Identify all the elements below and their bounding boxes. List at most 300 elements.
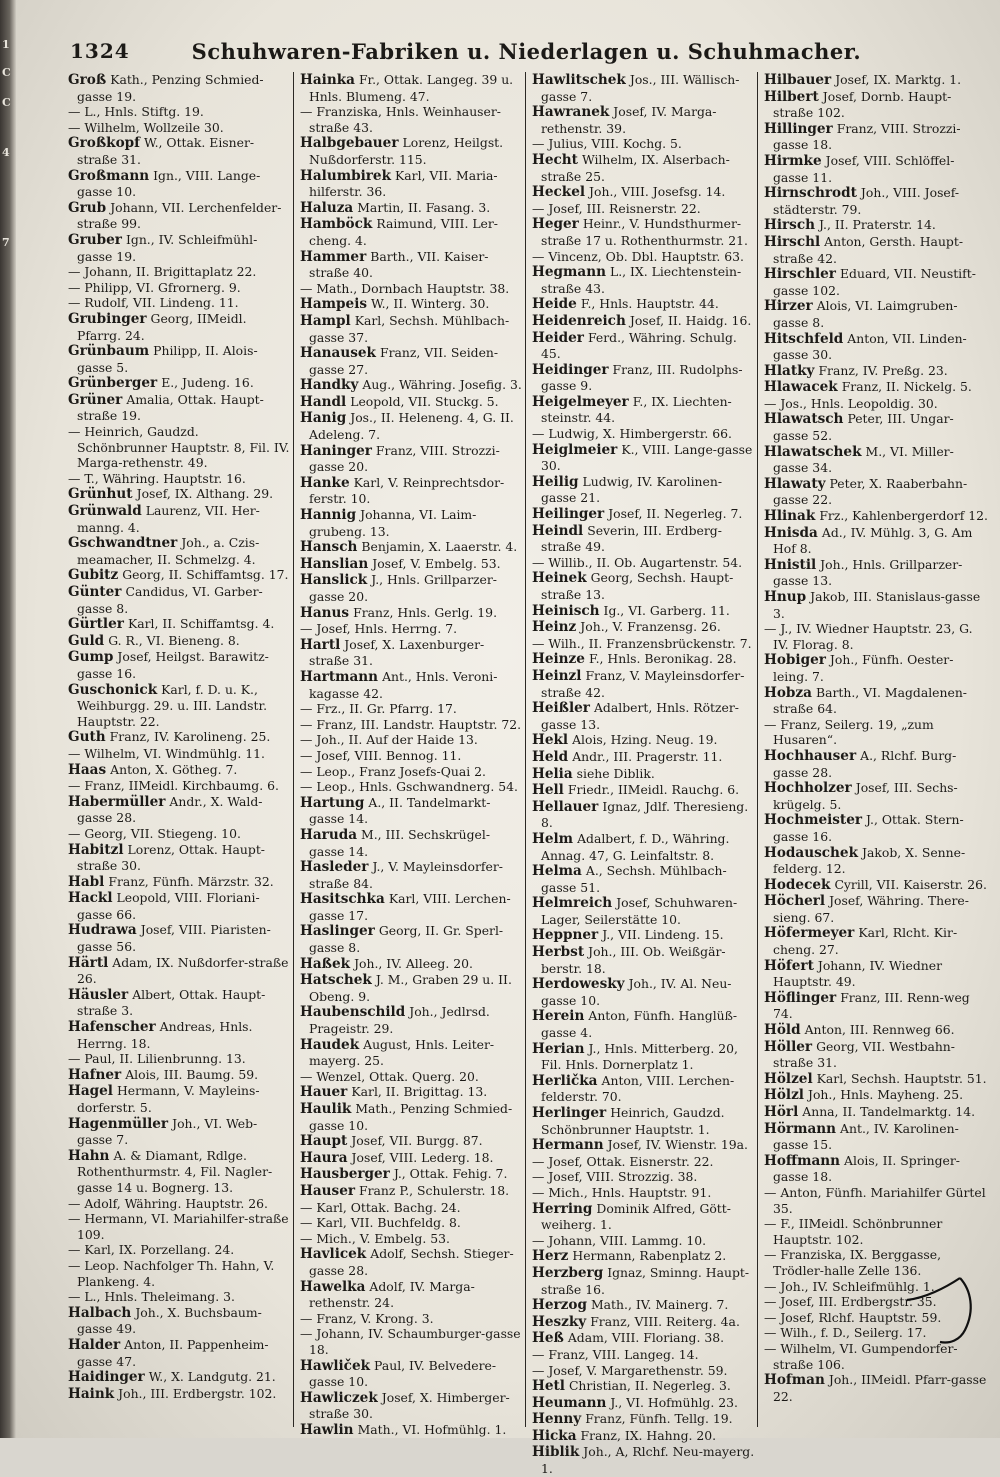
directory-entry: [68, 584, 291, 616]
directory-entry: [68, 200, 291, 232]
entry-name: Hetl: [532, 1378, 565, 1395]
directory-columns: [62, 72, 990, 1477]
entry-detail: Lorenz, Heilgst. Nußdorferstr. 115.: [309, 135, 504, 167]
entry-detail: Franz, II. Nickelg. 5.: [841, 379, 972, 395]
directory-entry: [532, 700, 755, 732]
entry-detail: Jakob, III. Stanislaus-gasse 3.: [773, 589, 981, 621]
entry-detail: Alois, Hzing. Neug. 19.: [572, 732, 718, 748]
directory-entry: [532, 1378, 755, 1395]
directory-entry: [68, 616, 291, 633]
directory-entry: [68, 746, 291, 762]
directory-entry: [532, 1265, 755, 1297]
entry-name: Hartung: [300, 794, 365, 811]
directory-entry: [68, 842, 291, 874]
directory-entry: [300, 748, 523, 764]
entry-name: Höld: [764, 1022, 801, 1039]
directory-entry: [300, 795, 523, 827]
directory-entry: [532, 104, 755, 136]
entry-name: Herein: [532, 1008, 585, 1025]
directory-entry: [68, 649, 291, 681]
entry-name: Härtl: [68, 954, 109, 971]
entry-name: Hawlin: [300, 1421, 354, 1438]
entry-name: Hell: [532, 782, 564, 799]
entry-detail: E., Judeng. 16.: [161, 375, 254, 391]
entry-name: Hlawacek: [764, 379, 838, 396]
entry-name: Haulik: [300, 1101, 352, 1117]
directory-entry: [532, 1297, 755, 1314]
entry-detail: Andr., X. Wald-gasse 28.: [77, 793, 263, 826]
entry-name: Hirsch: [764, 217, 815, 234]
entry-name: Hörl: [764, 1104, 799, 1120]
entry-name: Heß: [532, 1330, 564, 1347]
directory-entry: [300, 1279, 523, 1311]
directory-entry: [300, 394, 523, 411]
entry-name: Hansch: [300, 539, 358, 556]
directory-entry: [764, 877, 988, 894]
entry-name: Halder: [68, 1336, 121, 1353]
directory-entry: [532, 799, 755, 831]
entry-name: Hermann: [532, 1137, 604, 1154]
page-number: 1324: [70, 39, 130, 63]
entry-detail: — Franz, Seilerg. 19, „zum Husaren“.: [764, 716, 934, 748]
directory-entry: [532, 782, 755, 799]
entry-detail: Adam, IX. Nußdorfer-straße 26.: [77, 954, 289, 987]
directory-entry: [764, 1216, 988, 1247]
entry-detail: Lorenz, Ottak. Haupt-straße 30.: [77, 841, 265, 874]
entry-name: Habermüller: [68, 793, 166, 810]
entry-name: Hoffmann: [764, 1152, 841, 1169]
entry-name: Hawliczek: [300, 1389, 378, 1406]
entry-detail: — Leop., Hnls. Gschwandnerg. 54.: [300, 779, 518, 795]
directory-entry: [532, 1041, 755, 1073]
entry-name: Herdowesky: [532, 976, 625, 993]
entry-detail: Joh., IIMeidl. Pfarr-gasse 22.: [773, 1372, 987, 1404]
directory-entry: [532, 264, 755, 296]
entry-detail: Jos., III. Wällisch-gasse 7.: [541, 72, 740, 104]
directory-entry: [68, 729, 291, 746]
entry-name: Heiglmeier: [532, 441, 618, 458]
entry-name: Heger: [532, 216, 579, 233]
entry-detail: Amalia, Ottak. Haupt-straße 19.: [77, 391, 264, 424]
margin-mark: C: [2, 66, 11, 79]
entry-detail: — Franz, VIII. Langeg. 14.: [532, 1346, 699, 1362]
entry-detail: Josef, VIII. Lederg. 18.: [351, 1149, 494, 1165]
entry-detail: — Wilh., II. Franzensbrückenstr. 7.: [532, 635, 752, 651]
directory-entry: [68, 1116, 291, 1148]
entry-detail: Anton, Gersth. Haupt-straße 42.: [773, 233, 964, 266]
entry-name: Hawliček: [300, 1357, 371, 1374]
entry-detail: Eduard, VII. Neustift-gasse 102.: [773, 266, 976, 298]
entry-name: Heumann: [532, 1394, 607, 1411]
directory-entry: [68, 1083, 291, 1115]
entry-detail: Severin, III. Erdberg-straße 49.: [541, 522, 722, 555]
entry-name: Hofman: [764, 1372, 825, 1389]
entry-name: Gubitz: [68, 567, 119, 584]
directory-entry: [300, 539, 523, 556]
directory-entry: [764, 444, 988, 476]
directory-entry: [764, 1104, 988, 1121]
entry-detail: Barth., VII. Kaiser-straße 40.: [309, 248, 489, 281]
directory-entry: [532, 362, 755, 394]
entry-name: Hlawatschek: [764, 443, 862, 460]
directory-entry: [68, 343, 291, 375]
entry-detail: August, Hnls. Leiter-mayerg. 25.: [309, 1036, 495, 1069]
directory-entry: [532, 1428, 755, 1445]
entry-name: Havlicek: [300, 1246, 367, 1263]
directory-entry: [300, 135, 523, 167]
entry-name: Hirschl: [764, 233, 821, 250]
entry-detail: Anton, VII. Linden-gasse 30.: [773, 330, 967, 363]
entry-detail: Josef, Währing. There-sieng. 67.: [773, 893, 969, 925]
entry-name: Held: [532, 748, 569, 765]
entry-name: Herzberg: [532, 1264, 604, 1281]
directory-entry: [300, 168, 523, 200]
directory-entry: [764, 1185, 988, 1216]
directory-entry: [764, 893, 988, 925]
entry-name: Helia: [532, 765, 573, 782]
entry-name: Helma: [532, 863, 582, 880]
entry-name: Hochmeister: [764, 812, 863, 829]
entry-name: Hirnschrodt: [764, 185, 857, 202]
entry-name: Grünwald: [68, 503, 142, 520]
entry-detail: Adalbert, Hnls. Rötzer-gasse 13.: [541, 700, 739, 732]
entry-detail: Johann, IV. Wiedner Hauptstr. 49.: [773, 957, 943, 990]
directory-entry: [532, 330, 755, 362]
directory-entry: [532, 976, 755, 1008]
entry-detail: — Leop. Nachfolger Th. Hahn, V. Plankeng. 4.: [68, 1257, 275, 1289]
entry-detail: Josef, Schuhwaren-Lager, Seilerstätte 10.: [541, 895, 738, 927]
entry-detail: Georg, Sechsh. Haupt-straße 13.: [541, 570, 734, 602]
entry-detail: Josef, X. Laxenburger-straße 31.: [309, 636, 485, 669]
entry-detail: Franz, Fünfh. Märzstr. 32.: [108, 873, 274, 889]
entry-detail: Joh., V. Franzensg. 26.: [580, 619, 721, 635]
entry-detail: Friedr., IIMeidl. Rauchg. 6.: [567, 782, 740, 798]
entry-detail: Georg, VII. Westbahn-straße 31.: [773, 1038, 955, 1071]
entry-detail: Joh., X. Buchsbaum-gasse 49.: [77, 1304, 262, 1337]
directory-entry: [532, 1073, 755, 1105]
handwritten-pen-mark: [905, 1270, 985, 1350]
entry-name: Großkopf: [68, 135, 141, 152]
entry-name: Hafenscher: [68, 1019, 156, 1036]
directory-entry: [68, 794, 291, 826]
directory-entry: [764, 121, 988, 153]
entry-detail: — Franziska, Hnls. Weinhauser-straße 43.: [300, 104, 501, 135]
directory-entry: [300, 637, 523, 669]
entry-name: Heinisch: [532, 602, 600, 619]
entry-name: Hanke: [300, 474, 350, 491]
entry-detail: Joh., III. Erdbergstr. 102.: [118, 1385, 277, 1401]
entry-detail: — Josef, III. Erdbergstr. 35.: [764, 1294, 937, 1310]
entry-detail: J., V. Mayleinsdorfer-straße 84.: [309, 859, 503, 891]
directory-entry: [68, 424, 291, 471]
entry-detail: K., VIII. Lange-gasse 30.: [541, 441, 753, 474]
entry-detail: — Josef, Hnls. Herrng. 7.: [300, 621, 458, 637]
directory-entry: [68, 535, 291, 567]
entry-detail: — Vincenz, Ob. Dbl. Hauptstr. 63.: [532, 248, 744, 264]
directory-entry: [764, 1372, 988, 1404]
directory-entry: [300, 313, 523, 345]
entry-name: Herbst: [532, 944, 585, 961]
entry-detail: — Wilhelm, VI. Windmühlg. 11.: [68, 745, 265, 761]
directory-entry: [532, 249, 755, 265]
directory-entry: [68, 633, 291, 650]
directory-entry: [764, 780, 988, 812]
entry-detail: Ferd., Währing. Schulg. 45.: [541, 329, 737, 362]
entry-detail: — Mich., V. Embelg. 53.: [300, 1230, 450, 1246]
entry-name: Heszky: [532, 1313, 587, 1330]
entry-name: Hagel: [68, 1083, 113, 1100]
entry-detail: Wilhelm, IX. Alserbach-straße 25.: [541, 151, 730, 184]
entry-detail: Josef, Heilgst. Barawitz-gasse 16.: [77, 649, 269, 681]
directory-entry: [532, 831, 755, 863]
entry-detail: F., Hnls. Hauptstr. 44.: [580, 296, 719, 312]
entry-detail: Joh., a. Czis-meamacher, II. Schmelzg. 4.: [77, 535, 260, 567]
entry-detail: Adolf, IV. Marga-rethenstr. 24.: [309, 1278, 475, 1311]
directory-entry: [532, 1363, 755, 1379]
entry-detail: Franz, VIII. Reiterg. 4a.: [590, 1313, 740, 1329]
entry-detail: Ignaz, Jdlf. Theresieng. 8.: [541, 798, 749, 831]
entry-name: Gruber: [68, 231, 122, 248]
entry-detail: Joh., Hnls. Grillparzer-gasse 13.: [773, 556, 963, 589]
entry-detail: — Wilh., f. D., Seilerg. 17.: [764, 1325, 927, 1341]
entry-detail: Martin, II. Fasang. 3.: [357, 199, 491, 215]
entry-name: Herian: [532, 1040, 585, 1057]
entry-detail: Karl, Rlcht. Kir-cheng. 27.: [773, 925, 958, 958]
entry-detail: Karl, II. Brigittag. 13.: [351, 1084, 488, 1100]
entry-name: Heilig: [532, 473, 579, 490]
entry-detail: Adam, VIII. Floriang. 38.: [567, 1330, 725, 1346]
entry-detail: Franz, III. Renn-weg 74.: [773, 989, 970, 1022]
entry-name: Heider: [532, 329, 584, 346]
entry-detail: — Josef, Rlchf. Hauptstr. 59.: [764, 1309, 942, 1325]
entry-detail: Franz, IV. Karolineng. 25.: [109, 729, 271, 745]
entry-detail: Joh., VIII. Josef-städterstr. 79.: [773, 185, 960, 217]
directory-entry: [300, 200, 523, 217]
entry-name: Hanslian: [300, 555, 369, 572]
entry-name: Hilbert: [764, 88, 819, 105]
entry-detail: M., III. Sechskrügel-gasse 14.: [309, 826, 491, 859]
directory-entry: [764, 411, 988, 443]
directory-entry: [532, 1233, 755, 1249]
entry-detail: Hermann, V. Mayleins-dorferstr. 5.: [77, 1083, 260, 1115]
directory-entry: [764, 845, 988, 877]
entry-name: Heinze: [532, 651, 585, 668]
entry-name: Hirschler: [764, 266, 836, 283]
entry-name: Hanslick: [300, 572, 368, 589]
entry-name: Hawelka: [300, 1278, 366, 1295]
entry-detail: Ant., IV. Karolinen-gasse 15.: [773, 1120, 959, 1153]
directory-entry: [532, 1248, 755, 1265]
entry-detail: — T., Währing. Hauptstr. 16.: [68, 470, 246, 486]
entry-detail: Paul, IV. Belvedere-gasse 10.: [309, 1357, 497, 1390]
entry-detail: Benjamin, X. Laaerstr. 4.: [361, 539, 518, 555]
entry-detail: Joh., Jedlrsd. Prageistr. 29.: [309, 1004, 490, 1037]
entry-detail: F., Hnls. Beronikag. 28.: [588, 651, 737, 667]
entry-name: Gump: [68, 649, 114, 666]
entry-detail: Ad., IV. Mühlg. 3, G. Am Hof 8.: [773, 524, 973, 557]
directory-entry: [300, 605, 523, 622]
directory-entry: [68, 168, 291, 200]
directory-entry: [300, 956, 523, 973]
entry-detail: Andr., III. Pragerstr. 11.: [572, 748, 723, 764]
entry-name: Halbach: [68, 1304, 132, 1321]
entry-detail: Ign., VIII. Lange-gasse 10.: [77, 167, 261, 200]
entry-detail: — Wilhelm, VI. Gumpendorfer-straße 106.: [764, 1340, 958, 1372]
directory-entry: [68, 1289, 291, 1305]
entry-detail: Franz, III. Rudolphs-gasse 9.: [541, 361, 743, 394]
entry-detail: Joh., III. Ob. Weißgär-berstr. 18.: [541, 944, 726, 976]
directory-entry: [68, 762, 291, 779]
entry-detail: Math., VI. Hofmühlg. 1.: [357, 1421, 507, 1437]
directory-entry: [532, 603, 755, 620]
directory-entry: [68, 392, 291, 424]
directory-entry: [532, 1154, 755, 1170]
directory-entry: [68, 1258, 291, 1289]
entry-detail: Ign., IV. Schleifmühl-gasse 19.: [77, 231, 258, 264]
entry-detail: Josef, VIII. Piaristen-gasse 56.: [77, 922, 271, 955]
entry-detail: Josef, IX. Marktg. 1.: [835, 72, 962, 87]
entry-detail: Math., Penzing Schmied-gasse 10.: [309, 1101, 513, 1133]
entry-detail: J., VII. Lindeng. 15.: [602, 927, 724, 943]
margin-mark: 1: [2, 38, 10, 51]
directory-entry: [532, 184, 755, 201]
entry-detail: — Heinrich, Gaudzd. Schönbrunner Hauptstr. 8, Fil. IV. Marga-rethenstr. 49.: [68, 424, 290, 471]
directory-entry: [532, 651, 755, 668]
entry-detail: J., Hnls. Grillparzer-gasse 20.: [309, 572, 497, 604]
entry-name: Hlawatsch: [764, 411, 844, 428]
entry-detail: — Leop., Franz Josefs-Quai 2.: [300, 763, 486, 779]
entry-detail: Kath., Penzing Schmied-gasse 19.: [77, 72, 264, 104]
entry-detail: Anna, II. Tandelmarktg. 14.: [802, 1104, 976, 1119]
directory-entry: [532, 201, 755, 217]
directory-entry: [532, 927, 755, 944]
entry-name: Hnisda: [764, 524, 818, 541]
entry-detail: J., Ottak. Stern-gasse 16.: [773, 812, 964, 844]
entry-name: Hillinger: [764, 120, 833, 137]
directory-entry: [300, 1037, 523, 1069]
directory-entry: [532, 1169, 755, 1185]
entry-detail: Heinrich, Gaudzd. Schönbrunner Hauptstr. 1.: [541, 1105, 725, 1137]
directory-entry: [68, 120, 291, 136]
directory-entry: [68, 264, 291, 280]
directory-entry: [532, 668, 755, 700]
directory-entry: [68, 280, 291, 296]
entry-detail: Karl, Sechsh. Mühlbach-gasse 37.: [309, 312, 510, 345]
directory-entry: [68, 1337, 291, 1369]
entry-detail: Adolf, Sechsh. Stieger-gasse 28.: [309, 1246, 514, 1278]
directory-entry: [68, 471, 291, 487]
directory-entry: [300, 443, 523, 475]
entry-detail: — Paul, II. Lilienbrunng. 13.: [68, 1051, 246, 1067]
entry-detail: — Karl, VII. Buchfeldg. 8.: [300, 1215, 461, 1231]
entry-detail: Franz, Fünfh. Tellg. 19.: [585, 1411, 733, 1427]
entry-detail: Karl, Sechsh. Hauptstr. 51.: [816, 1070, 987, 1086]
entry-name: Hilbauer: [764, 72, 832, 88]
directory-entry: [300, 556, 523, 573]
entry-detail: Franz P., Schulerstr. 18.: [359, 1182, 510, 1198]
entry-name: Hirzer: [764, 298, 813, 315]
entry-detail: Alois, VI. Laimgruben-gasse 8.: [773, 298, 958, 330]
entry-detail: — Josef, Ottak. Eisnerstr. 22.: [532, 1153, 714, 1169]
entry-name: Hafner: [68, 1066, 122, 1083]
entry-detail: Josef, IV. Wienstr. 19a.: [607, 1137, 748, 1153]
directory-entry: [532, 394, 755, 426]
directory-entry: [300, 1101, 523, 1133]
entry-detail: — Georg, VII. Stiegeng. 10.: [68, 825, 241, 841]
entry-detail: Josef, II. Negerleg. 7.: [608, 506, 743, 522]
directory-column-1: [62, 72, 294, 1427]
directory-entry: [68, 72, 291, 104]
entry-name: Hanig: [300, 410, 347, 427]
entry-name: Guld: [68, 632, 105, 649]
entry-detail: Peter, X. Raaberbahn-gasse 22.: [773, 475, 968, 508]
entry-name: Hobiger: [764, 652, 826, 669]
entry-detail: Math., IV. Mainerg. 7.: [590, 1297, 729, 1313]
entry-name: Heinek: [532, 570, 587, 587]
directory-entry: [300, 1183, 523, 1200]
entry-name: Heidinger: [532, 361, 609, 378]
entry-detail: Josef, VII. Burgg. 87.: [351, 1133, 483, 1149]
directory-entry: [300, 345, 523, 377]
entry-name: Helm: [532, 830, 574, 847]
entry-detail: Karl, V. Reinprechtsdor-ferstr. 10.: [309, 474, 505, 507]
entry-name: Heide: [532, 296, 577, 313]
entry-detail: — Willib., II. Ob. Augartenstr. 54.: [532, 554, 743, 570]
entry-detail: Christian, II. Negerleg. 3.: [568, 1378, 731, 1394]
entry-detail: — Math., Dornbach Hauptstr. 38.: [300, 280, 510, 296]
directory-entry: [764, 1153, 988, 1185]
entry-name: Gschwandtner: [68, 535, 178, 552]
entry-detail: — L., Hnls. Stiftg. 19.: [68, 104, 204, 120]
directory-entry: [532, 555, 755, 571]
directory-entry: [532, 442, 755, 474]
entry-name: Handky: [300, 377, 359, 394]
directory-entry: [68, 135, 291, 167]
entry-detail: A., Rlchf. Burg-gasse 28.: [773, 747, 957, 780]
directory-entry: [300, 1390, 523, 1422]
entry-detail: A., II. Tandelmarkt-gasse 14.: [309, 794, 491, 827]
entry-detail: Aug., Währing. Josefig. 3.: [362, 377, 522, 393]
entry-name: Hitschfeld: [764, 330, 844, 347]
entry-name: Höller: [764, 1038, 813, 1055]
entry-detail: Josef, IV. Marga-rethenstr. 39.: [541, 104, 717, 136]
directory-entry: [764, 1087, 988, 1104]
directory-entry: [300, 377, 523, 394]
entry-name: Hatschek: [300, 972, 372, 989]
directory-entry: [300, 1215, 523, 1231]
directory-entry: [68, 1305, 291, 1337]
directory-entry: [300, 104, 523, 135]
entry-detail: — Frz., II. Gr. Pfarrg. 17.: [300, 701, 457, 717]
entry-detail: J., Ottak. Fehig. 7.: [393, 1166, 508, 1182]
entry-detail: Josef, IX. Althang. 29.: [136, 486, 274, 502]
directory-entry: [532, 863, 755, 895]
directory-entry: [532, 1395, 755, 1412]
entry-name: Herring: [532, 1200, 593, 1217]
directory-entry: [764, 525, 988, 557]
directory-entry: [764, 1121, 988, 1153]
binding-margin: [0, 0, 16, 1438]
entry-detail: W., II. Winterg. 30.: [371, 296, 490, 312]
entry-name: Heppner: [532, 927, 599, 944]
entry-detail: — Rudolf, VII. Lindeng. 11.: [68, 295, 239, 311]
directory-entry: [68, 232, 291, 264]
directory-entry: [764, 1039, 988, 1071]
entry-name: Grünbaum: [68, 343, 150, 360]
directory-entry: [300, 621, 523, 637]
directory-entry: [300, 572, 523, 604]
entry-detail: — Johann, II. Brigittaplatz 22.: [68, 264, 257, 280]
